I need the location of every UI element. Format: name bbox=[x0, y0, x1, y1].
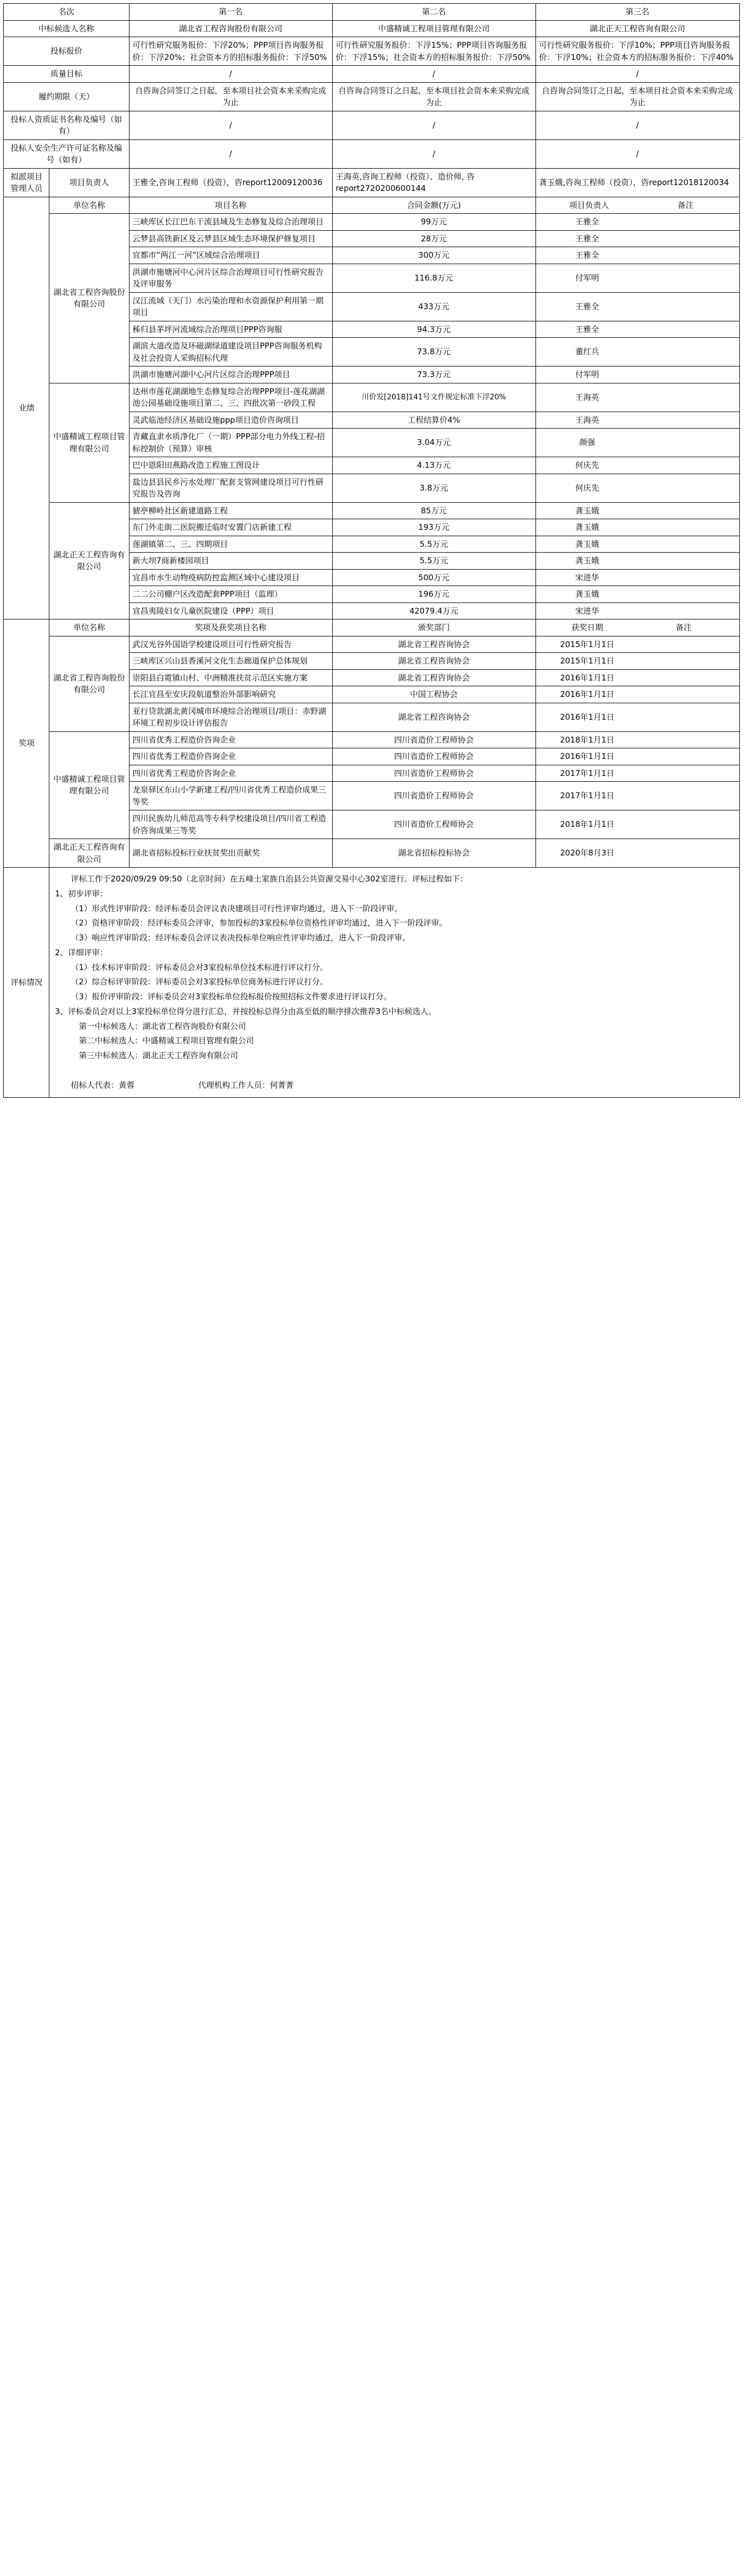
performance-amount: 433万元 bbox=[332, 292, 535, 321]
performance-extra bbox=[535, 292, 739, 321]
evaluation-line: （1）技术标评审阶段：评标委员会对3家投标单位技术标进行评议打分。 bbox=[71, 962, 328, 972]
performance-project: 青藏直隶水质净化厂（一期）PPP部分电力外线工程-招标控制价（预算）审核 bbox=[129, 429, 332, 457]
performance-amount: 5.5万元 bbox=[332, 536, 535, 553]
performance-extra bbox=[535, 366, 739, 383]
performance-project: 秭归县茅坪河流域综合治理项目PPP咨询服 bbox=[129, 321, 332, 338]
award-date: 2016年1月1日 bbox=[560, 689, 615, 699]
duration-label: 履约期限（天） bbox=[4, 82, 129, 111]
evaluation-body bbox=[49, 868, 739, 1098]
evaluation-line: 第一中标候选人：湖北省工程咨询股份有限公司 bbox=[79, 1021, 246, 1031]
performance-amount: 85万元 bbox=[332, 502, 535, 519]
awards-company-3: 湖北正天工程咨询有限公司 bbox=[49, 839, 129, 868]
performance-project: 湖滨大道改造及环磁湖绿道建设项目PPP咨询服务机构及社会投资人采购招标代理 bbox=[129, 338, 332, 366]
agent-rep bbox=[198, 1078, 294, 1093]
performance-leader: 王雅全 bbox=[575, 250, 599, 260]
award-name: 三峡库区兴山县香溪河文化生态廊道保护总体规划 bbox=[129, 653, 332, 670]
bidder-name-label: 中标候选人名称 bbox=[4, 20, 129, 37]
quality-label: 质量目标 bbox=[4, 66, 129, 83]
award-date: 2015年1月1日 bbox=[560, 656, 615, 666]
evaluation-line: （2）综合标评审阶段：评标委员会对3家投标单位商务标进行评议打分。 bbox=[71, 977, 328, 987]
table-header-row bbox=[4, 4, 739, 21]
bidder-rep-label: 招标人代表： bbox=[71, 1080, 119, 1090]
performance-amount: 73.3万元 bbox=[332, 366, 535, 383]
performance-extra bbox=[535, 519, 739, 536]
award-date: 2016年1月1日 bbox=[560, 752, 615, 761]
performance-project: 宜昌市水生动物疫病防控监测区域中心建设项目 bbox=[129, 569, 332, 586]
qualification-3: / bbox=[535, 111, 739, 139]
award-name: 武汉光谷外国语学校建设项目可行性研究报告 bbox=[129, 636, 332, 653]
performance-amount: 99万元 bbox=[332, 214, 535, 231]
awards-company-1: 湖北省工程咨询股份有限公司 bbox=[49, 636, 129, 731]
performance-extra bbox=[535, 247, 739, 264]
table-row bbox=[4, 82, 739, 111]
performance-amount: 42079.4万元 bbox=[332, 602, 535, 619]
award-name: 长江宜昌至安庆段航道整治外部影响研究 bbox=[129, 686, 332, 703]
project-leader-2: 王海英,咨询工程师（投资）、造价师, 咨report2720200600144 bbox=[332, 168, 535, 197]
performance-company-1: 湖北省工程咨询股份有限公司 bbox=[49, 214, 129, 383]
performance-extra bbox=[535, 586, 739, 603]
performance-col-project: 项目名称 bbox=[129, 197, 332, 214]
awards-col-company: 单位名称 bbox=[49, 619, 129, 636]
table-row bbox=[4, 731, 739, 748]
performance-amount: 5.5万元 bbox=[332, 553, 535, 570]
performance-project: 洪湖市施塘河中心河片区综合治理项目可行性研究报告及评审服务 bbox=[129, 264, 332, 292]
quality-1: / bbox=[129, 66, 332, 83]
performance-extra bbox=[535, 502, 739, 519]
performance-project: 新大坝7商新楼园项目 bbox=[129, 553, 332, 570]
evaluation-line: 第二中标候选人：中盛精诚工程项目管理有限公司 bbox=[79, 1036, 254, 1046]
performance-leader: 王雅全 bbox=[575, 301, 599, 311]
awards-col-extra bbox=[535, 619, 739, 636]
award-extra bbox=[535, 669, 739, 686]
rank-3-header: 第三名 bbox=[535, 4, 739, 21]
table-row bbox=[4, 66, 739, 83]
performance-extra bbox=[535, 457, 739, 474]
award-name: 四川省优秀工程造价咨询企业 bbox=[129, 748, 332, 765]
performance-amount: 116.8万元 bbox=[332, 264, 535, 292]
qualification-1: / bbox=[129, 111, 332, 139]
agent-value: 何菁菁 bbox=[270, 1080, 294, 1090]
safety-license-1: / bbox=[129, 139, 332, 168]
bidder-name-2: 中盛精诚工程项目管理有限公司 bbox=[332, 20, 535, 37]
performance-extra bbox=[535, 429, 739, 457]
bid-price-1: 可行性研究服务报价：下浮20%；PPP项目咨询服务报价：下浮20%；社会资本方的招标服务报价：下浮50% bbox=[129, 37, 332, 66]
qualification-label: 投标人资质证书名称及编号（如有） bbox=[4, 111, 129, 139]
award-dept: 湖北省工程咨询协会 bbox=[332, 703, 535, 731]
performance-project: 三峡库区长江巴东干流县域及生态修复及综合治理项目 bbox=[129, 214, 332, 231]
award-extra bbox=[535, 653, 739, 670]
award-extra bbox=[535, 782, 739, 810]
award-date: 2015年1月1日 bbox=[560, 639, 615, 649]
performance-leader: 龚玉娥 bbox=[575, 556, 599, 565]
performance-project: 盐边县县民乡污水处理厂配套支管网建设项目可行性研究报告及咨询 bbox=[129, 474, 332, 502]
award-dept: 四川省造价工程师协会 bbox=[332, 765, 535, 782]
duration-2: 自咨询合同签订之日起，至本项目社会资本来采购完成为止 bbox=[332, 82, 535, 111]
awards-header-row bbox=[4, 619, 739, 636]
duration-3: 自咨询合同签订之日起，至本项目社会资本来采购完成为止 bbox=[535, 82, 739, 111]
proposed-team-vhead: 拟派项目管理人员 bbox=[4, 168, 49, 197]
performance-extra bbox=[535, 602, 739, 619]
performance-amount: 工程结算价4% bbox=[332, 412, 535, 429]
quality-3: / bbox=[535, 66, 739, 83]
performance-project: 云梦县高铁新区及云梦县区域生态环境保护修复项目 bbox=[129, 230, 332, 247]
project-leader-3: 龚玉娥,咨询工程师（投资），咨report12018120034 bbox=[535, 168, 739, 197]
award-extra bbox=[535, 703, 739, 731]
performance-extra bbox=[535, 474, 739, 502]
award-extra bbox=[535, 839, 739, 868]
performance-project: 东门外走街二医院搬迁临时安置门店新建工程 bbox=[129, 519, 332, 536]
award-name: 湖北省招标投标行业扶贫奖出贡献奖 bbox=[129, 839, 332, 868]
rank-1-header: 第一名 bbox=[129, 4, 332, 21]
award-date: 2016年1月1日 bbox=[560, 712, 615, 722]
award-dept: 四川省造价工程师协会 bbox=[332, 731, 535, 748]
performance-amount: 193万元 bbox=[332, 519, 535, 536]
awards-col-date: 获奖日期 bbox=[571, 623, 603, 632]
performance-extra bbox=[535, 412, 739, 429]
table-row bbox=[4, 111, 739, 139]
performance-leader: 何庆先 bbox=[575, 483, 599, 493]
performance-leader: 颜强 bbox=[579, 438, 595, 448]
performance-extra bbox=[535, 338, 739, 366]
bid-price-label: 投标报价 bbox=[4, 37, 129, 66]
performance-leader: 付军明 bbox=[575, 370, 599, 379]
table-row bbox=[4, 20, 739, 37]
performance-leader: 付军明 bbox=[575, 273, 599, 283]
awards-col-remark: 备注 bbox=[676, 623, 692, 632]
duration-1: 自咨询合同签订之日起，至本项目社会资本来采购完成为止 bbox=[129, 82, 332, 111]
safety-license-label: 投标人安全生产许可证名称及编号（如有） bbox=[4, 139, 129, 168]
safety-license-3: / bbox=[535, 139, 739, 168]
performance-project: 宜昌夷陵妇女儿童医院建设（PPP）项目 bbox=[129, 602, 332, 619]
performance-project: 宜都市“两江一河”区域综合治理项目 bbox=[129, 247, 332, 264]
evaluation-section-title: 2、详细评审： bbox=[55, 947, 108, 957]
performance-amount: 500万元 bbox=[332, 569, 535, 586]
performance-leader: 何庆先 bbox=[575, 460, 599, 470]
award-extra bbox=[535, 731, 739, 748]
evaluation-intro: 评标工作于2020/09/29 09:50（北京时间）在五峰土家族自治县公共资源交易中心302室进行。评标过程如下： bbox=[71, 874, 468, 884]
award-dept: 中国工程协会 bbox=[332, 686, 535, 703]
performance-extra bbox=[535, 264, 739, 292]
award-name: 四川省优秀工程造价咨询企业 bbox=[129, 731, 332, 748]
performance-extra bbox=[535, 569, 739, 586]
award-dept: 湖北省工程咨询协会 bbox=[332, 669, 535, 686]
table-row bbox=[4, 636, 739, 653]
rank-label: 名次 bbox=[4, 4, 129, 21]
performance-header-row bbox=[4, 197, 739, 214]
performance-project: 灵武临池经济区基础设施ppp项目造价咨询项目 bbox=[129, 412, 332, 429]
award-name: 四川民族幼儿师范高等专科学校建设项目/四川省工程造价咨询成果三等奖 bbox=[129, 810, 332, 839]
evaluation-section-title: 3、评标委员会对以上3家投标单位得分进行汇总，并按投标总得分由高至低的顺序排次推荐3名中标候选人。 bbox=[55, 1006, 437, 1016]
performance-leader: 王雅全 bbox=[575, 233, 599, 243]
proposed-team-row bbox=[4, 168, 739, 197]
awards-vhead: 奖项 bbox=[4, 619, 49, 868]
evaluation-line: （3）报价评审阶段：评标委员会对3家投标单位投标报价按照招标文件要求进行评议打分。 bbox=[71, 992, 392, 1001]
awards-company-2: 中盛精诚工程项目管理有限公司 bbox=[49, 731, 129, 839]
award-extra bbox=[535, 748, 739, 765]
table-row bbox=[4, 839, 739, 868]
award-dept: 四川省造价工程师协会 bbox=[332, 810, 535, 839]
award-extra bbox=[535, 636, 739, 653]
performance-project: 汉江流域（天门）水污染治理和水资源保护利用第一期项目 bbox=[129, 292, 332, 321]
project-leader-label: 项目负责人 bbox=[49, 168, 129, 197]
bidder-name-3: 湖北正天工程咨询有限公司 bbox=[535, 20, 739, 37]
performance-leader: 宋进华 bbox=[575, 606, 599, 616]
performance-amount: 196万元 bbox=[332, 586, 535, 603]
performance-leader: 王海英 bbox=[575, 392, 599, 402]
award-date: 2018年1月1日 bbox=[560, 735, 615, 745]
bid-price-3: 可行性研究服务报价：下浮10%；PPP项目咨询服务报价：下浮10%；社会资本方的招标服务报价：下浮40% bbox=[535, 37, 739, 66]
performance-extra bbox=[535, 553, 739, 570]
award-date: 2017年1月1日 bbox=[560, 791, 615, 801]
safety-license-2: / bbox=[332, 139, 535, 168]
award-extra bbox=[535, 810, 739, 839]
performance-leader: 龚玉娥 bbox=[575, 505, 599, 516]
performance-amount: 3.04万元 bbox=[332, 429, 535, 457]
performance-col-remark: 备注 bbox=[677, 200, 694, 210]
table-row bbox=[4, 214, 739, 231]
performance-amount: 94.3万元 bbox=[332, 321, 535, 338]
performance-col-company: 单位名称 bbox=[49, 197, 129, 214]
evaluation-line: （1）形式性评审阶段：经评标委员会评议表决建项目可行性评审均通过，进入下一阶段评审。 bbox=[71, 903, 403, 913]
performance-project: 达州市莲花湖湖地生态修复综合治理PPP项目-莲花湖湖池公园基础设施项目第二、三、四批次第一砂段工程 bbox=[129, 383, 332, 412]
performance-extra bbox=[535, 383, 739, 412]
performance-extra bbox=[535, 536, 739, 553]
performance-project: 猇亭柳岭社区新建道路工程 bbox=[129, 502, 332, 519]
performance-project: 巴中恩阳田燕路改造工程施工图设计 bbox=[129, 457, 332, 474]
evaluation-line: （3）响应性评审阶段：经评标委员会评议表决投标单位响应性评审均通过，进入下一阶段评审。 bbox=[71, 933, 411, 942]
agent-label: 代理机构工作人员： bbox=[198, 1080, 270, 1090]
award-date: 2020年8月3日 bbox=[560, 848, 615, 858]
award-name: 崇阳县白霓镇山村、中洲精准扶贫示范区实施方案 bbox=[129, 669, 332, 686]
bidder-rep bbox=[71, 1078, 134, 1093]
table-row bbox=[4, 383, 739, 412]
performance-vhead: 业绩 bbox=[4, 197, 49, 619]
award-name: 龙泉驿区东山小学新建工程/四川省优秀工程造价成果三等奖 bbox=[129, 782, 332, 810]
performance-amount: 73.8万元 bbox=[332, 338, 535, 366]
performance-extra bbox=[535, 321, 739, 338]
awards-col-dept: 颁奖部门 bbox=[332, 619, 535, 636]
performance-company-3: 湖北正天工程咨询有限公司 bbox=[49, 502, 129, 619]
performance-leader: 王雅全 bbox=[575, 217, 599, 226]
award-dept: 湖北省工程咨询协会 bbox=[332, 653, 535, 670]
signature-block bbox=[55, 1078, 733, 1093]
evaluation-section-title: 1、初步评审： bbox=[55, 888, 108, 898]
award-extra bbox=[535, 686, 739, 703]
award-date: 2017年1月1日 bbox=[560, 768, 615, 778]
performance-amount: 川价发[2018]141号文件规定标准下浮20% bbox=[332, 383, 535, 412]
performance-amount: 300万元 bbox=[332, 247, 535, 264]
performance-extra bbox=[535, 214, 739, 231]
bid-evaluation-document bbox=[0, 0, 743, 1108]
qualification-2: / bbox=[332, 111, 535, 139]
performance-col-leader: 项目负责人 bbox=[569, 200, 609, 210]
bid-price-2: 可行性研究服务报价：下浮15%；PPP项目咨询服务报价：下浮15%；社会资本方的招标服务报价：下浮50% bbox=[332, 37, 535, 66]
table-row bbox=[4, 502, 739, 519]
performance-leader: 龚玉娥 bbox=[575, 589, 599, 599]
evaluation-line: （2）资格评审阶段：经评标委员会评审，参加投标的3家投标单位资格性评审均通过，进入下一阶段评审。 bbox=[71, 918, 447, 928]
performance-amount: 4.13万元 bbox=[332, 457, 535, 474]
award-date: 2018年1月1日 bbox=[560, 819, 615, 829]
performance-project: 莲湖镇第二、三、四期项目 bbox=[129, 536, 332, 553]
evaluation-row bbox=[4, 868, 739, 1098]
award-name: 亚行贷款湖北黄冈城市环境综合治理项目/项目：赤野湖环境工程初步设计评估报告 bbox=[129, 703, 332, 731]
performance-amount: 3.8万元 bbox=[332, 474, 535, 502]
project-leader-1: 王雅全,咨询工程师（投资），咨report12009120036 bbox=[129, 168, 332, 197]
performance-amount: 28万元 bbox=[332, 230, 535, 247]
performance-extra bbox=[535, 230, 739, 247]
rank-2-header: 第二名 bbox=[332, 4, 535, 21]
bidder-rep-value: 黄蓉 bbox=[118, 1080, 135, 1090]
table-row bbox=[4, 37, 739, 66]
performance-leader: 宋进华 bbox=[575, 572, 599, 582]
award-name: 四川省优秀工程造价咨询企业 bbox=[129, 765, 332, 782]
awards-col-award: 奖项及获奖项目名称 bbox=[129, 619, 332, 636]
evaluation-line: 第三中标候选人：湖北正天工程咨询有限公司 bbox=[79, 1051, 238, 1060]
award-dept: 湖北省工程咨询协会 bbox=[332, 636, 535, 653]
performance-project: 洪湖市施塘河湖中心河片区综合治理PPP项目 bbox=[129, 366, 332, 383]
evaluation-vhead: 评标情况 bbox=[4, 868, 49, 1098]
performance-leader: 王雅全 bbox=[575, 324, 599, 334]
bid-result-table bbox=[3, 3, 739, 1098]
performance-project: 二二公司棚户区改造配套PPP项目（监理） bbox=[129, 586, 332, 603]
award-dept: 湖北省招标投标协会 bbox=[332, 839, 535, 868]
performance-leader: 王海英 bbox=[575, 415, 599, 425]
bidder-name-1: 湖北省工程咨询股份有限公司 bbox=[129, 20, 332, 37]
performance-leader: 董红兵 bbox=[575, 347, 599, 357]
award-extra bbox=[535, 765, 739, 782]
performance-company-2: 中盛精诚工程项目管理有限公司 bbox=[49, 383, 129, 502]
quality-2: / bbox=[332, 66, 535, 83]
award-dept: 四川省造价工程师协会 bbox=[332, 748, 535, 765]
table-row bbox=[4, 139, 739, 168]
award-date: 2016年1月1日 bbox=[560, 673, 615, 683]
performance-col-amount: 合同金额(万元) bbox=[332, 197, 535, 214]
performance-leader: 龚玉娥 bbox=[575, 539, 599, 549]
performance-leader: 龚玉娥 bbox=[575, 522, 599, 532]
performance-col-extra bbox=[535, 197, 739, 214]
award-dept: 四川省造价工程师协会 bbox=[332, 782, 535, 810]
